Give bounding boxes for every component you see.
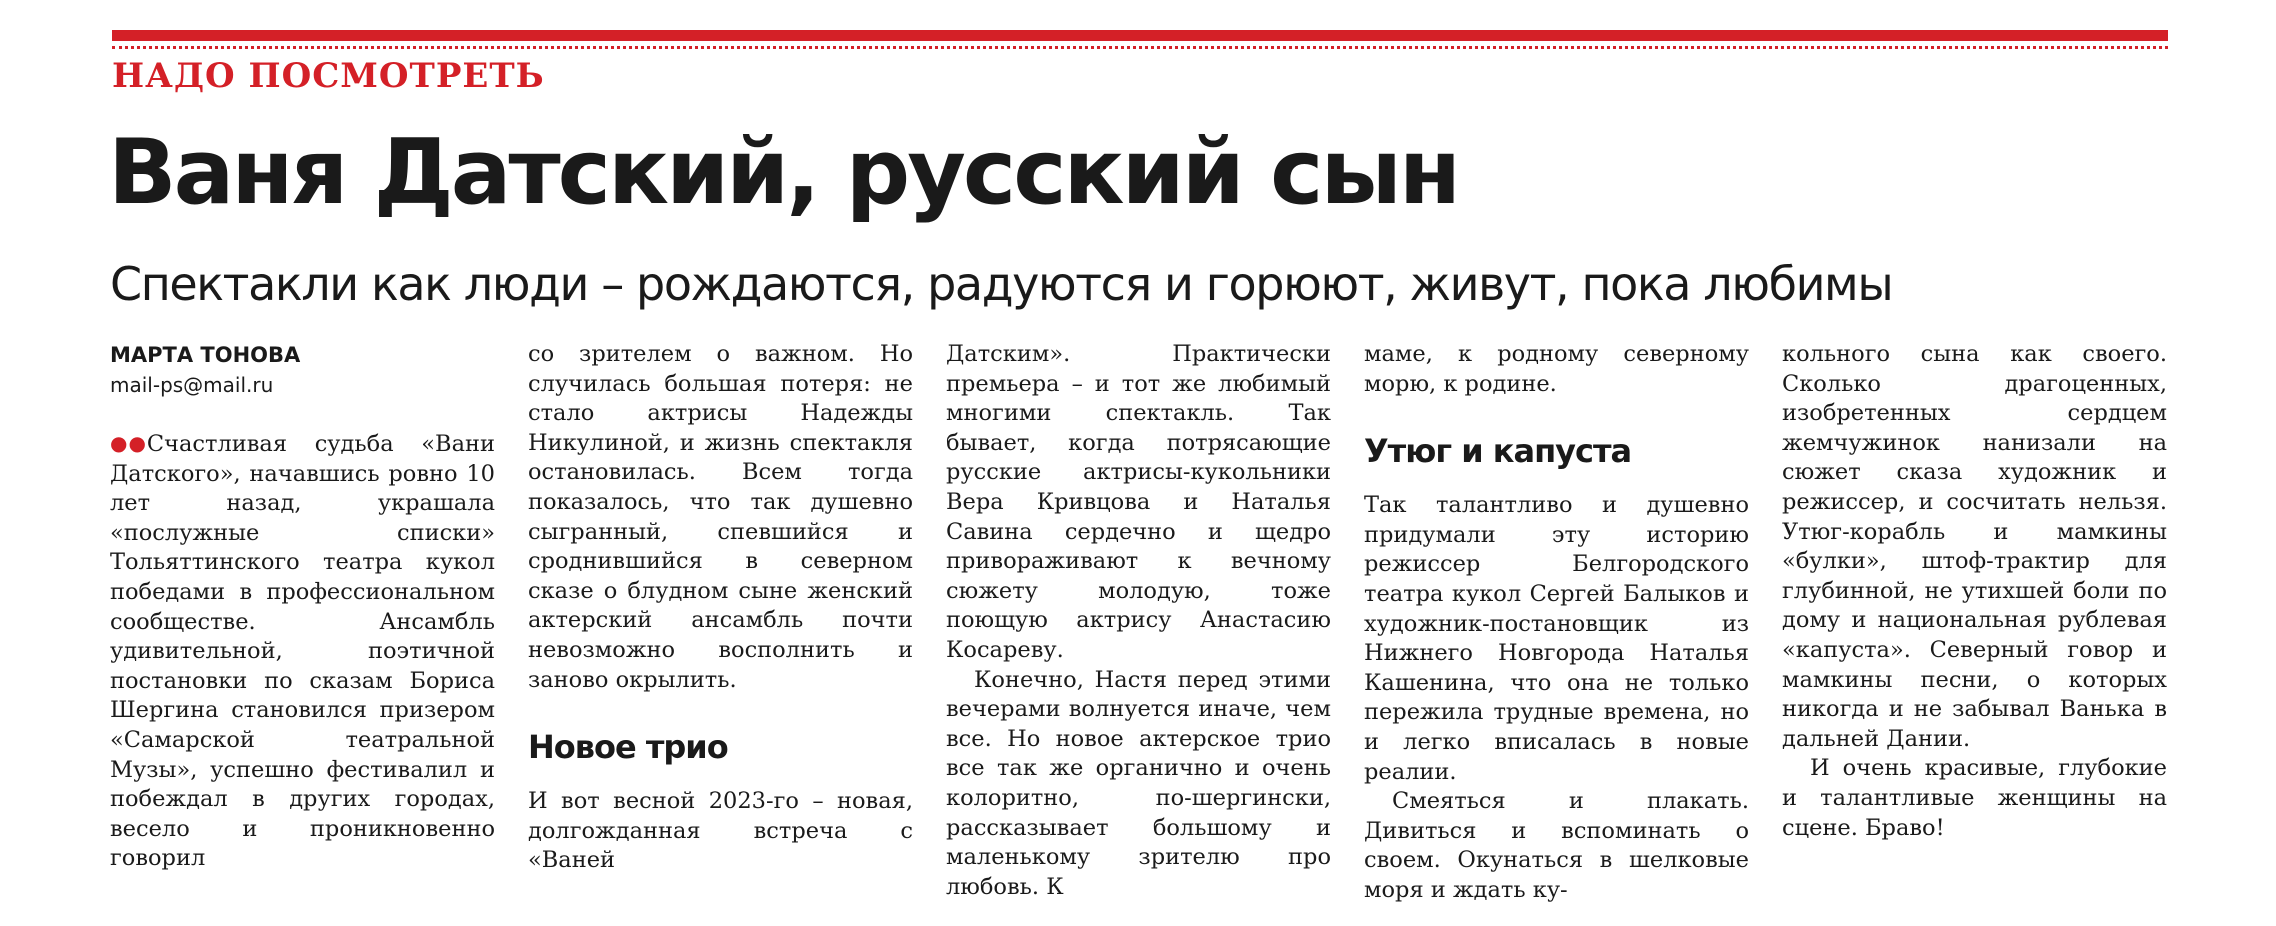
author-name: МАРТА ТОНОВА (110, 343, 301, 367)
lead-paragraph (110, 429, 495, 874)
article-subheadline: Спектакли как люди – рождаются, радуются и горюют, живут, пока любимы (110, 257, 1893, 311)
text-column-3 (946, 340, 1331, 902)
lead-bullet-icon: ●● (110, 431, 147, 455)
text-column-2 (528, 340, 913, 876)
paragraph: Смеяться и плакать. Дивиться и вспоминать о своем. Окунаться в шелковые моря и ждать ку- (1364, 788, 1749, 903)
paragraph: маме, к родному северному морю, к родине. (1364, 341, 1749, 397)
text-column-4 (1364, 340, 1749, 906)
paragraph: И вот весной 2023-го – новая, долгожданная встреча с «Ваней (528, 788, 913, 874)
article-headline: Ваня Датский, русский сын (108, 120, 1459, 225)
lead-text: Счастливая судьба «Вани Датского», начавшись ровно 10 лет назад, украшала «послужные списки» Тольяттинского театра кукол победами в профессиональном сообществе. Ансамбль удивительной, поэтичной постановки по сказам Бориса Шергина становился призером «Самарской театральной Музы», успешно фестивалил и побеждал в других городах, весело и проникновенно говорил (110, 431, 495, 872)
dotted-rule (112, 46, 2168, 49)
paragraph: со зрителем о важном. Но случилась большая потеря: не стало актрисы Надежды Никулиной, и жизнь спектакля остановилась. Всем тогда показалось, что так душевно сыгранный, спевшийся и сроднившийся в северном сказе о блудном сыне женский актерский ансамбль почти невозможно восполнить и заново окрылить. (528, 341, 913, 693)
text-column-5 (1782, 340, 2167, 843)
paragraph: кольного сына как своего. Сколько драгоценных, изобретенных сердцем жемчужинок нанизали на сюжет сказа художник и режиссер, и сосчитать нельзя. Утюг-корабль и мамкины «булки», штоф-трактир для глубинной, не утихшей боли по дому и национальная рублевая «капуста». Северный говор и мамкины песни, о которых никогда и не забывал Ванька в дальней Дании. (1782, 341, 2167, 752)
text-column-1 (110, 340, 495, 874)
top-red-rule (112, 30, 2168, 41)
section-rubric: НАДО ПОСМОТРЕТЬ (112, 56, 545, 96)
section-subtitle-new-trio: Новое трио (528, 728, 728, 767)
paragraph: И очень красивые, глубокие и талантливые женщины на сцене. Браво! (1782, 755, 2167, 841)
section-subtitle-iron-cabbage: Утюг и капуста (1364, 432, 1632, 471)
paragraph: Так талантливо и душевно придумали эту историю режиссер Белгородского театра кукол Сергей Балыков и художник-постановщик из Нижнего Новгорода Наталья Кашенина, что она не только пережила трудные времена, но и легко вписалась в новые реалии. (1364, 492, 1749, 785)
paragraph: Конечно, Настя перед этими вечерами волнуется иначе, чем все. Но новое актерское трио все так же органично и очень колоритно, по-шергински, рассказывает большому и маленькому зрителю про любовь. К (946, 666, 1331, 900)
author-email[interactable]: mail-ps@mail.ru (110, 373, 274, 397)
paragraph: Датским». Практически премьера – и тот же любимый многими спектакль. Так бывает, когда потрясающие русские актрисы-кукольники Вера Кривцова и Наталья Савина сердечно и щедро привораживают к вечному сюжету молодую, тоже поющую актрису Анастасию Косареву. (946, 341, 1331, 663)
